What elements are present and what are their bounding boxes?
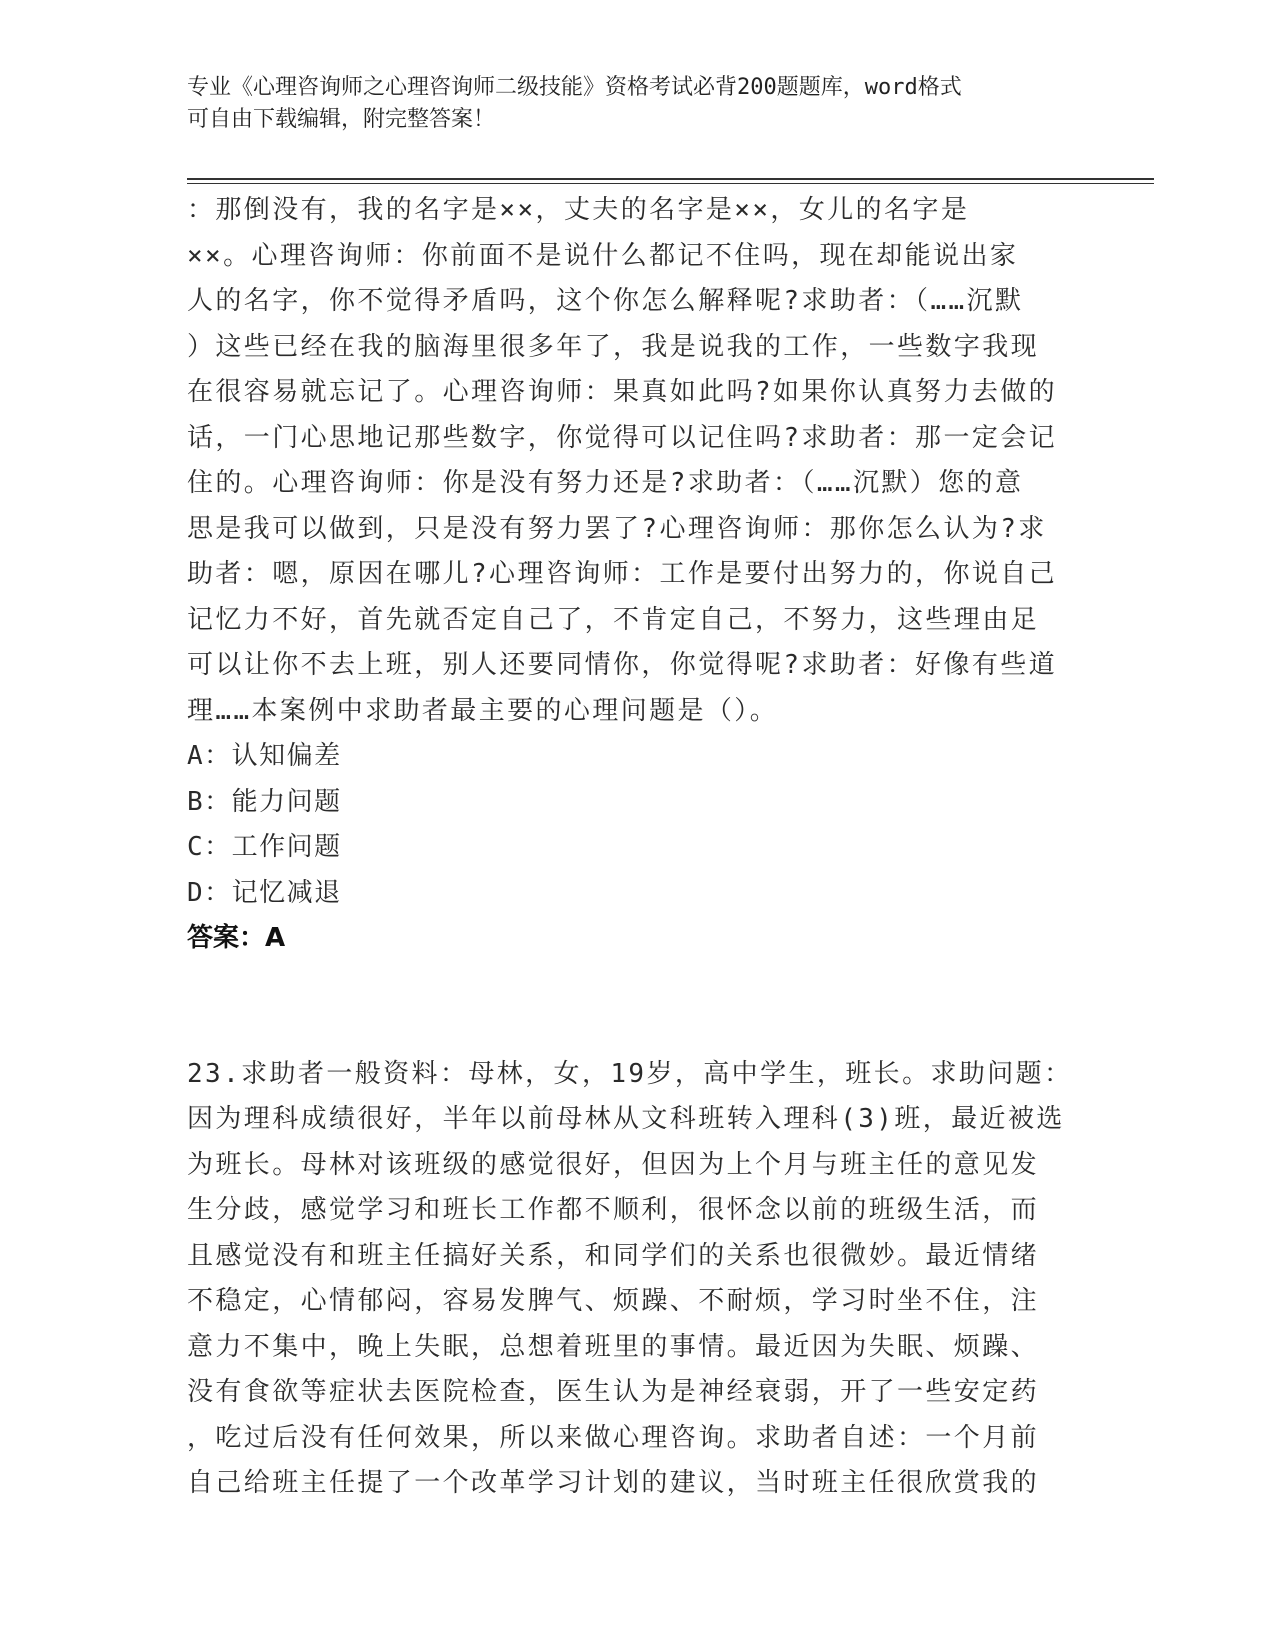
question-22-stem	[187, 188, 1077, 734]
paragraph-line: 因为理科成绩很好，半年以前母林从文科班转入理科(3)班，最近被选	[187, 1104, 1065, 1134]
paragraph-line: ，吃过后没有任何效果，所以来做心理咨询。求助者自述：一个月前	[187, 1422, 1040, 1453]
paragraph-line: 为班长。母林对该班级的感觉很好，但因为上个月与班主任的意见发	[187, 1149, 1040, 1180]
paragraph-line: ××。心理咨询师：你前面不是说什么都记不住吗，现在却能说出家	[187, 240, 1019, 271]
option-d: D：记忆减退	[187, 877, 342, 908]
header-divider-thick	[187, 178, 1154, 180]
option-c: C：工作问题	[187, 832, 342, 862]
header-line-2: 可自由下载编辑，附完整答案！	[187, 107, 496, 132]
paragraph-line: 理……本案例中求助者最主要的心理问题是（）。	[187, 695, 779, 726]
header-line-1: 专业《心理咨询师之心理咨询师二级技能》资格考试必背200题题库，word格式	[187, 75, 962, 100]
paragraph-line: 生分歧，感觉学习和班长工作都不顺利，很怀念以前的班级生活，而	[187, 1195, 1040, 1225]
question-22-options	[187, 734, 1077, 916]
paragraph-line: 住的。心理咨询师：你是没有努力还是?求助者：（……沉默）您的意	[187, 468, 1024, 498]
paragraph-line: 没有食欲等症状去医院检查，医生认为是神经衰弱，开了一些安定药	[187, 1377, 1040, 1407]
question-22-answer: 答案：A	[187, 923, 286, 953]
paragraph-line: ：那倒没有，我的名字是××，丈夫的名字是××，女儿的名字是	[187, 195, 970, 225]
paragraph-line: 意力不集中，晚上失眠，总想着班里的事情。最近因为失眠、烦躁、	[187, 1331, 1040, 1362]
paragraph-line: 思是我可以做到，只是没有努力罢了?心理咨询师：那你怎么认为?求	[187, 513, 1047, 544]
header-divider-thin	[187, 183, 1154, 184]
option-a: A：认知偏差	[187, 741, 342, 771]
question-23-stem	[187, 1052, 1077, 1507]
document-body	[187, 188, 1077, 1507]
paragraph-line: 不稳定，心情郁闷，容易发脾气、烦躁、不耐烦，学习时坐不住，注	[187, 1286, 1040, 1316]
paragraph-line: 且感觉没有和班主任搞好关系，和同学们的关系也很微妙。最近情绪	[187, 1240, 1040, 1271]
paragraph-line: 话，一门心思地记那些数字，你觉得可以记住吗?求助者：那一定会记	[187, 422, 1058, 453]
paragraph-line: 自己给班主任提了一个改革学习计划的建议，当时班主任很欣赏我的	[187, 1468, 1040, 1498]
paragraph-line: 助者：嗯，原因在哪儿?心理咨询师：工作是要付出努力的，你说自己	[187, 559, 1058, 589]
document-header	[187, 72, 1067, 136]
paragraph-line: 可以让你不去上班，别人还要同情你，你觉得呢?求助者：好像有些道	[187, 650, 1058, 680]
paragraph-line: 人的名字，你不觉得矛盾吗，这个你怎么解释呢?求助者：（……沉默	[187, 286, 1024, 316]
paragraph-line: 在很容易就忘记了。心理咨询师：果真如此吗?如果你认真努力去做的	[187, 377, 1058, 407]
paragraph-line: ）这些已经在我的脑海里很多年了，我是说我的工作，一些数字我现	[187, 331, 1040, 362]
question-spacer	[187, 962, 1077, 1052]
paragraph-line: 23.求助者一般资料：母林，女，19岁，高中学生，班长。求助问题：	[187, 1058, 1073, 1089]
paragraph-line: 记忆力不好，首先就否定自己了，不肯定自己，不努力，这些理由足	[187, 604, 1040, 635]
option-b: B：能力问题	[187, 786, 342, 817]
